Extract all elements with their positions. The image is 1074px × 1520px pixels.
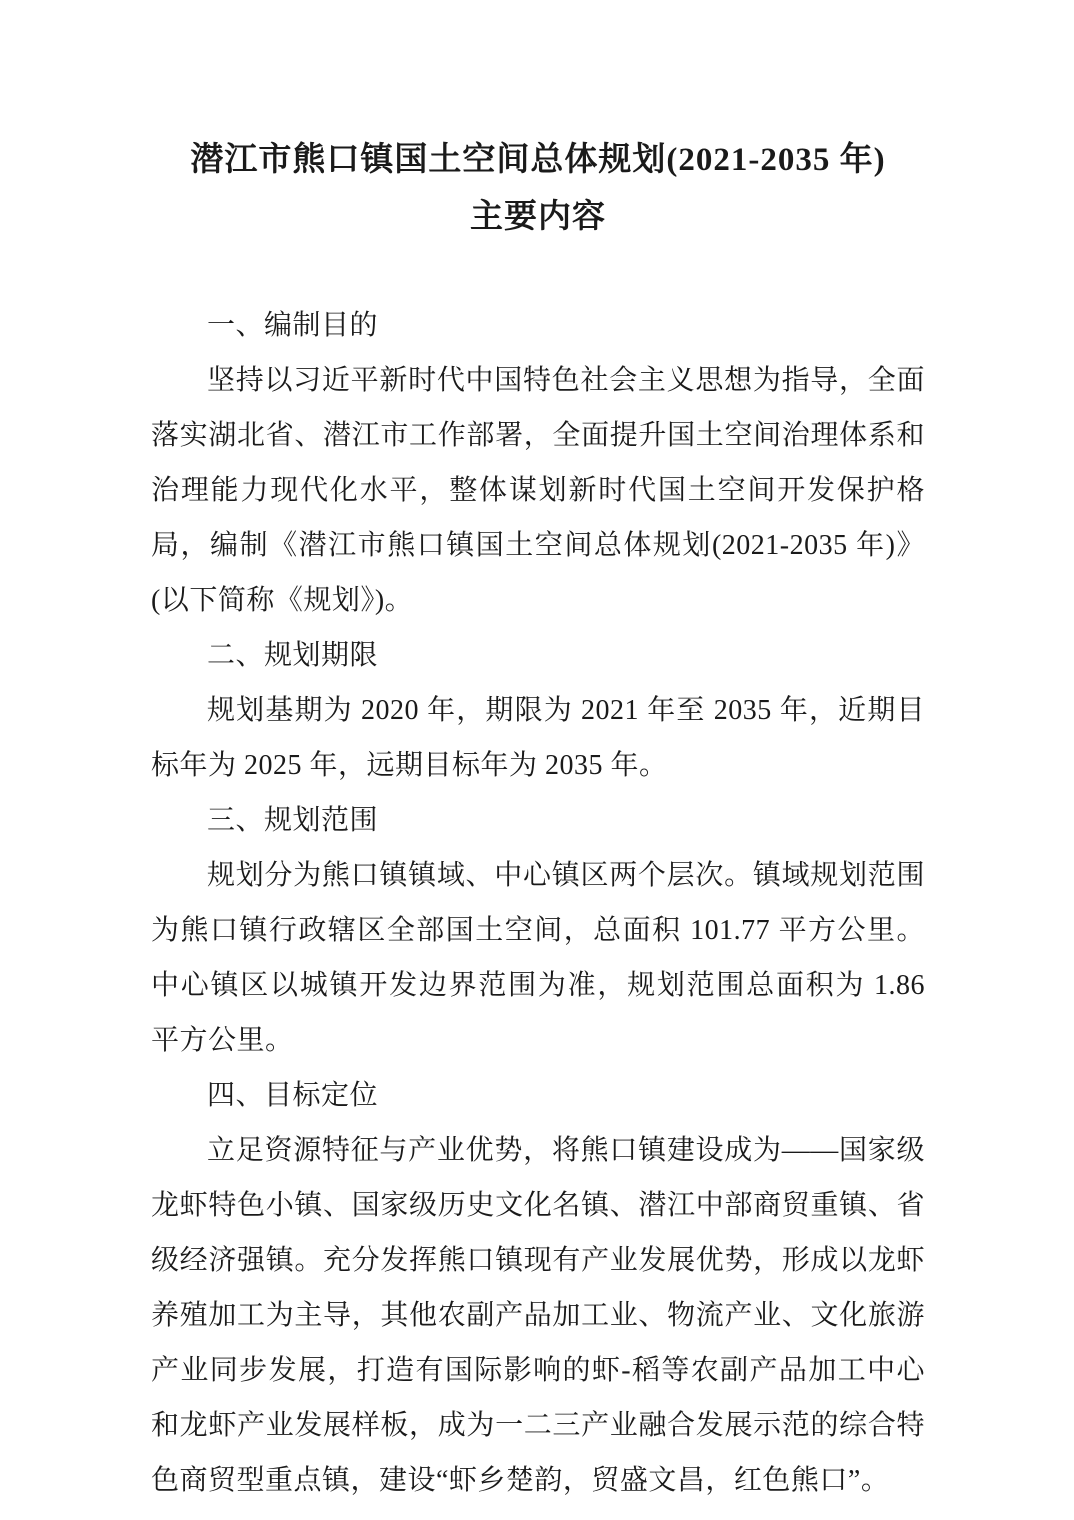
section-goal-positioning xyxy=(151,1068,925,1508)
section-body-1: 坚持以习近平新时代中国特色社会主义思想为指导，全面落实湖北省、潜江市工作部署，全面提升国土空间治理体系和治理能力现代化水平，整体谋划新时代国土空间开发保护格局，编制《潜江市熊口镇国土空间总体规划(2021-2035 年)》(以下简称《规划》)。 xyxy=(151,365,925,616)
section-planning-period xyxy=(151,628,925,793)
section-heading-3: 三、规划范围 xyxy=(207,805,379,836)
section-heading-2: 二、规划期限 xyxy=(207,640,379,671)
document-title-line2: 主要内容 xyxy=(470,199,606,235)
document-content xyxy=(151,132,925,1508)
section-body-3: 规划分为熊口镇镇域、中心镇区两个层次。镇域规划范围为熊口镇行政辖区全部国土空间，总面积 101.77 平方公里。中心镇区以城镇开发边界范围为准，规划范围总面积为 1.86 平方公里。 xyxy=(151,860,925,1056)
section-heading-1: 一、编制目的 xyxy=(207,310,379,341)
section-heading-4: 四、目标定位 xyxy=(207,1080,379,1111)
section-compilation-purpose xyxy=(151,298,925,628)
section-planning-scope xyxy=(151,793,925,1068)
section-body-4: 立足资源特征与产业优势，将熊口镇建设成为——国家级龙虾特色小镇、国家级历史文化名镇、潜江中部商贸重镇、省级经济强镇。充分发挥熊口镇现有产业发展优势，形成以龙虾养殖加工为主导，其他农副产品加工业、物流产业、文化旅游产业同步发展，打造有国际影响的虾-稻等农副产品加工中心和龙虾产业发展样板，成为一二三产业融合发展示范的综合特色商贸型重点镇，建设“虾乡楚韵，贸盛文昌，红色熊口”。 xyxy=(151,1135,925,1496)
section-body-2: 规划基期为 2020 年，期限为 2021 年至 2035 年，近期目标年为 2025 年，远期目标年为 2035 年。 xyxy=(151,695,925,781)
document-title-line1: 潜江市熊口镇国土空间总体规划(2021-2035 年) xyxy=(190,142,886,178)
document-title xyxy=(151,132,925,246)
